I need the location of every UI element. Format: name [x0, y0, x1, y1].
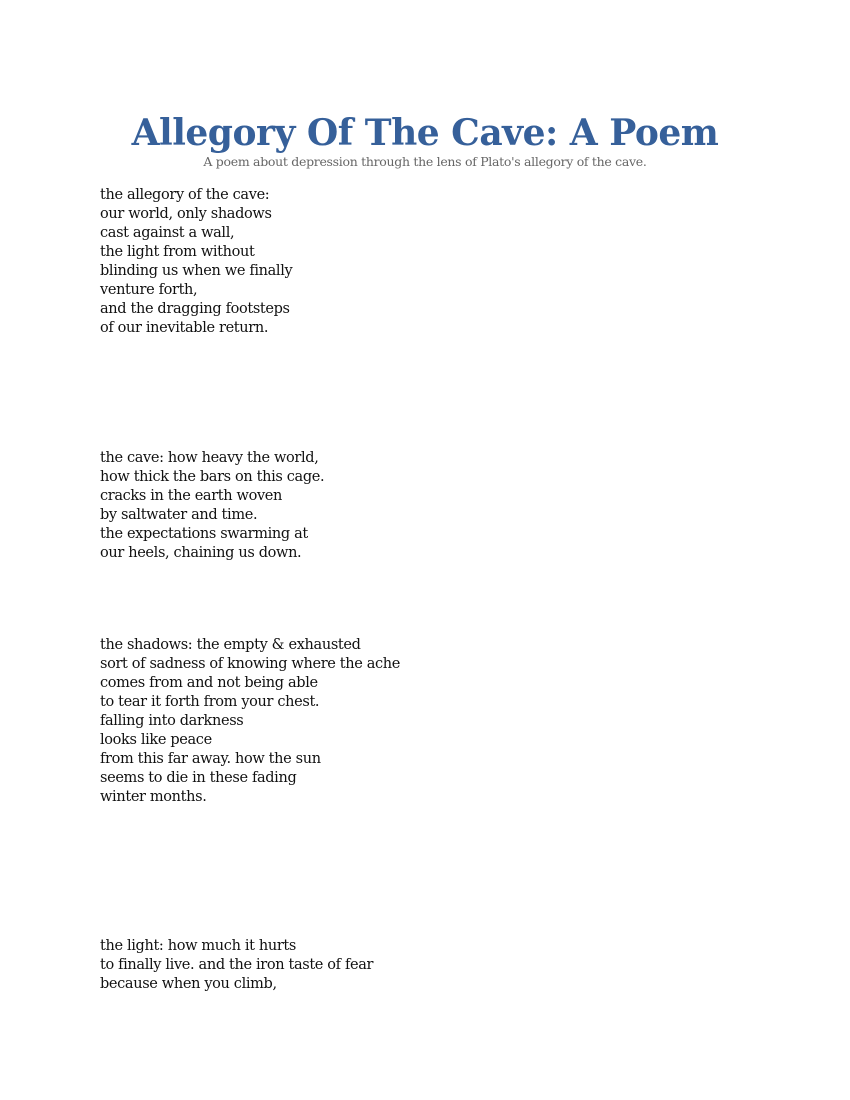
poem-stanza-light	[100, 937, 373, 994]
poem-line: from this far away. how the sun	[100, 751, 321, 767]
poem-line: blinding us when we finally	[100, 263, 293, 279]
page-subtitle: A poem about depression through the lens of Plato's allegory of the cave.	[203, 154, 647, 169]
poem-line: the light: how much it hurts	[100, 938, 296, 954]
poem-line: comes from and not being able	[100, 675, 318, 691]
poem-line: our world, only shadows	[100, 206, 272, 222]
poem-line: of our inevitable return.	[100, 320, 269, 336]
page-title: Allegory Of The Cave: A Poem	[131, 112, 719, 154]
poem-stanza-cave	[100, 449, 324, 563]
poem-line: winter months.	[100, 789, 207, 805]
poem-line: because when you climb,	[100, 976, 277, 992]
poem-stanza-allegory	[100, 186, 292, 338]
poem-line: and the dragging footsteps	[100, 301, 290, 317]
poem-line: cracks in the earth woven	[100, 488, 283, 504]
poem-line: our heels, chaining us down.	[100, 545, 302, 561]
poem-line: by saltwater and time.	[100, 507, 258, 523]
poem-line: the light from without	[100, 244, 255, 260]
poem-line: seems to die in these fading	[100, 770, 297, 786]
poem-stanza-shadows	[100, 636, 400, 807]
poem-line: cast against a wall,	[100, 225, 235, 241]
poem-line: sort of sadness of knowing where the ache	[100, 656, 401, 672]
poem-line: venture forth,	[100, 282, 198, 298]
poem-line: to tear it forth from your chest.	[100, 694, 320, 710]
poem-line: the cave: how heavy the world,	[100, 450, 319, 466]
poem-line: looks like peace	[100, 732, 212, 748]
poem-line: falling into darkness	[100, 713, 244, 729]
poem-line: the shadows: the empty & exhausted	[100, 637, 361, 653]
poem-line: how thick the bars on this cage.	[100, 469, 325, 485]
poem-line: the allegory of the cave:	[100, 187, 270, 203]
poem-line: the expectations swarming at	[100, 526, 308, 542]
poem-line: to finally live. and the iron taste of fear	[100, 957, 374, 973]
